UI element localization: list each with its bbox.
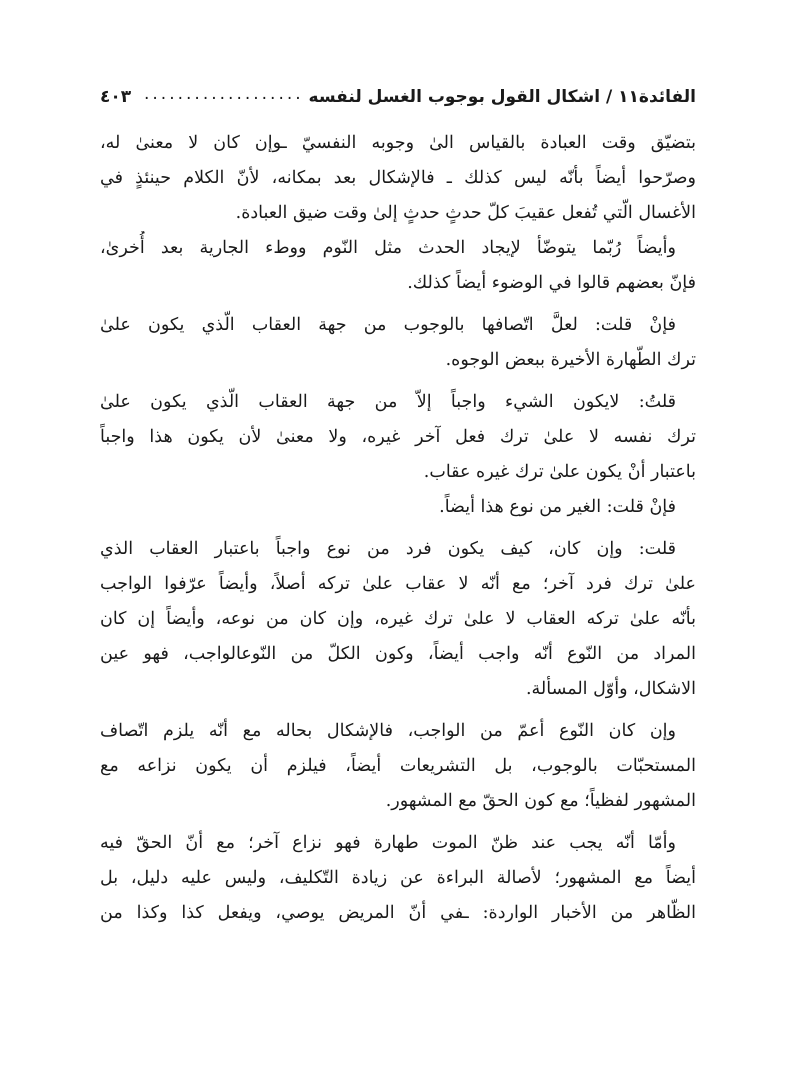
text-line: ترك الطّهارة الأخيرة ببعض الوجوه. (445, 350, 696, 370)
text-line: ترك نفسه لا علىٰ ترك فعل آخر غيره، ولا معنىٰ لأن يكون هذا واجباً (100, 427, 696, 447)
text-line: فإنّ بعضهم قالوا في الوضوء أيضاً كذلك. (407, 273, 696, 293)
text-line: وصرّحوا أيضاً بأنّه ليس كذلك ـ فالإشكال بعد بمكانه، لأنّ الكلام حينئذٍ في (100, 168, 696, 188)
text-line: فإنْ قلت: الغير من نوع هذا أيضاً. (439, 497, 676, 517)
page-body (100, 126, 696, 931)
text-line: المستحبّات بالوجوب، بل التشريعات أيضاً، فيلزم أن يكون نزاعه مع (100, 756, 696, 776)
header-leader-dots: ................... (144, 84, 304, 104)
text-line: وأيضاً رُبّما يتوضّأ لإيجاد الحدث مثل النّوم ووطء الجارية بعد أُخرىٰ، (100, 238, 676, 258)
header-title: الفائدة١١ / اشكال القول بوجوب الغسل لنفسه (308, 87, 696, 107)
text-line: وإن كان النّوع أعمّ من الواجب، فالإشكال بحاله مع أنّه يلزم اتّصاف (100, 721, 676, 741)
text-line: علىٰ ترك فرد آخر؛ مع أنّه لا عقاب علىٰ تركه أصلاً، وأيضاً عرّفوا الواجب (100, 574, 696, 594)
page-number: ٤٠٣ (100, 87, 132, 107)
text-line: الظّاهر من الأخبار الواردة: ـفي أنّ المريض يوصي، ويفعل كذا وكذا من (100, 903, 696, 923)
text-line: فإنْ قلت: لعلَّ اتّصافها بالوجوب من جهة العقاب الّذي يكون علىٰ (100, 315, 676, 335)
text-line: بتضيّق وقت العبادة بالقياس الىٰ وجوبه النفسيّ ـوإن كان لا معنىٰ له، (100, 133, 696, 153)
text-line: بأنّه علىٰ تركه العقاب لا علىٰ ترك غيره، وإن كان من نوعه، وأيضاً إن كان (100, 609, 696, 629)
text-line: أيضاً مع المشهور؛ لأصالة البراءة عن زيادة التّكليف، وليس عليه دليل، بل (100, 868, 696, 888)
text-line: باعتبار أنْ يكون علىٰ ترك غيره عقاب. (423, 462, 696, 482)
text-line: قلت: وإن كان، كيف يكون فرد من نوع واجباً باعتبار العقاب الذي (100, 539, 676, 559)
running-header (100, 80, 696, 114)
text-line: المراد من النّوع أنّه واجب أيضاً، وكون الكلّ من النّوعالواجب، فهو عين (100, 644, 696, 664)
text-line: الأغسال الّتي تُفعل عقيبَ كلّ حدثٍ حدثٍ إلىٰ وقت ضيق العبادة. (235, 203, 696, 223)
text-line: المشهور لفظياً؛ مع كون الحقّ مع المشهور. (385, 791, 696, 811)
text-line: قلتُ: لايكون الشيء واجباً إلاّ من جهة العقاب الّذي يكون علىٰ (100, 392, 676, 412)
text-line: وأمّا أنّه يجب عند ظنّ الموت طهارة فهو نزاع آخر؛ مع أنّ الحقّ فيه (100, 833, 676, 853)
text-line: الاشكال، وأوّل المسألة. (525, 679, 696, 699)
